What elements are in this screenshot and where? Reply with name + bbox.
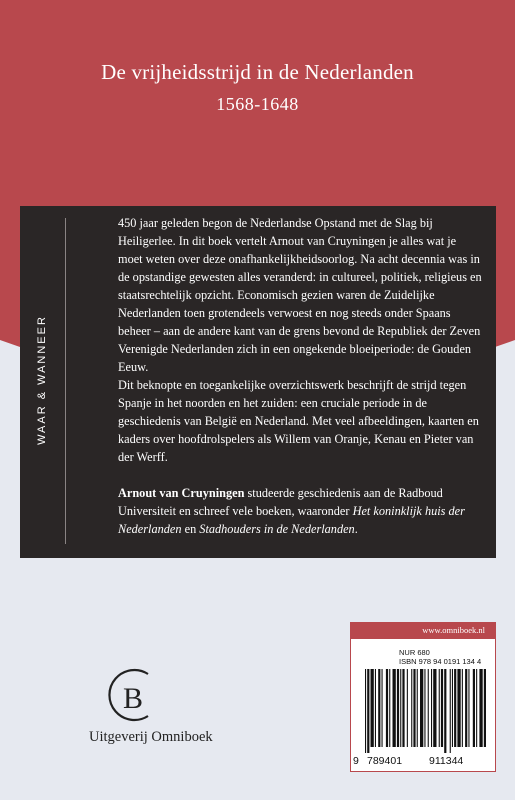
barcode-bar: [397, 669, 399, 747]
barcode-bar: [420, 669, 423, 747]
author-bio-text-1: studeerde geschiedenis aan de Radboud Universiteit en schreef vele boeken, waaronder: [118, 486, 443, 518]
nur-code: NUR 680: [399, 648, 430, 657]
barcode-bar: [389, 669, 390, 747]
series-label: [27, 210, 57, 550]
blurb-paragraph-1: 450 jaar geleden begon de Nederlandse Opstand met de Slag bij Heiligerlee. In dit boek vertelt Arnout van Cruyningen je alles wat je moet weten over deze onafhankelijkheidsoorlog. Na acht decennia was in de opstandige gewesten alles veranderd: in cultureel, politiek, religieus en staatsrechtelijk opzicht. Economisch gezien waren de Zuidelijke Nederlanden toen grotendeels verwoest en nog steeds onder Spaans beheer – aan de andere kant van de grens bevond de Republiek der Zeven Verenigde Nederlanden zich in een ongekende bloeiperiode: de Gouden Eeuw.: [118, 216, 482, 374]
barcode-bar: [431, 669, 432, 747]
barcode-bar: [375, 669, 376, 747]
barcode-bar: [457, 669, 460, 747]
barcode-box: [350, 622, 496, 772]
barcode-bar: [465, 669, 467, 747]
barcode-bar: [411, 669, 412, 747]
barcode-bar: [365, 669, 366, 753]
book-title: De vrijheidsstrijd in de Nederlanden: [101, 60, 414, 84]
barcode-bars: [363, 669, 489, 753]
barcode-bar: [402, 669, 404, 747]
barcode-bar: [367, 669, 369, 753]
barcode-bar: [476, 669, 477, 747]
barcode-bar: [407, 669, 408, 747]
barcode-bar: [439, 669, 440, 747]
barcode-bar: [378, 669, 380, 747]
author-name: Arnout van Cruyningen: [118, 486, 245, 500]
barcode-bar: [393, 669, 396, 747]
ean-right-group: 911344: [429, 755, 464, 767]
barcode-bar: [441, 669, 443, 747]
barcode-bar: [462, 669, 463, 747]
blurb-text: [118, 214, 483, 538]
barcode-bar: [424, 669, 425, 747]
barcode-bar: [473, 669, 475, 747]
barcode-bar: [382, 669, 383, 747]
barcode-bar: [433, 669, 436, 747]
url-band: [351, 623, 495, 639]
barcode-bar: [454, 669, 456, 747]
barcode-bar: [468, 669, 469, 747]
series-label-text: WAAR & WANNEER: [36, 315, 48, 445]
omniboek-logo-icon: [101, 665, 165, 725]
book-reference-1: Het koninklijk huis der Nederlanden: [118, 504, 465, 536]
panel-divider: [65, 218, 66, 544]
svg-text:B: B: [123, 682, 144, 715]
ean-digits: [351, 755, 495, 769]
barcode-bar: [400, 669, 401, 747]
book-years: 1568-1648: [216, 94, 299, 114]
author-bio: [118, 484, 483, 538]
barcode-bar: [428, 669, 429, 747]
barcode-bar: [417, 669, 418, 747]
ean-first-digit: 9: [353, 755, 359, 767]
barcode-bar: [444, 669, 446, 753]
publisher-url: www.omniboek.nl: [422, 625, 485, 635]
barcode-bar: [452, 669, 453, 747]
barcode-bar: [371, 669, 374, 747]
author-bio-text-2: en: [181, 522, 200, 536]
barcode-bar: [479, 669, 482, 747]
book-reference-2: Stadhouders in de Nederlanden: [199, 522, 355, 536]
ean-left-group: 789401: [367, 755, 403, 767]
publisher-name: Uitgeverij Omniboek: [89, 729, 213, 745]
barcode-bar: [413, 669, 415, 747]
isbn-code: ISBN 978 94 0191 134 4: [399, 657, 482, 666]
barcode-bar: [450, 669, 451, 753]
blurb-paragraph-2: Dit beknopte en toegankelijke overzichtswerk beschrijft de strijd tegen Spanje in het noorden en het zuiden: een cruciale periode in de geschiedenis van België en Nederland. Met veel afbeeldingen, kaarten en kaders over hoofdrolspelers als Willem van Oranje, Kenau en Pieter van der Werff.: [118, 378, 479, 464]
barcode-bar: [484, 669, 486, 747]
barcode-bar: [386, 669, 388, 747]
author-bio-text-3: .: [354, 522, 358, 536]
